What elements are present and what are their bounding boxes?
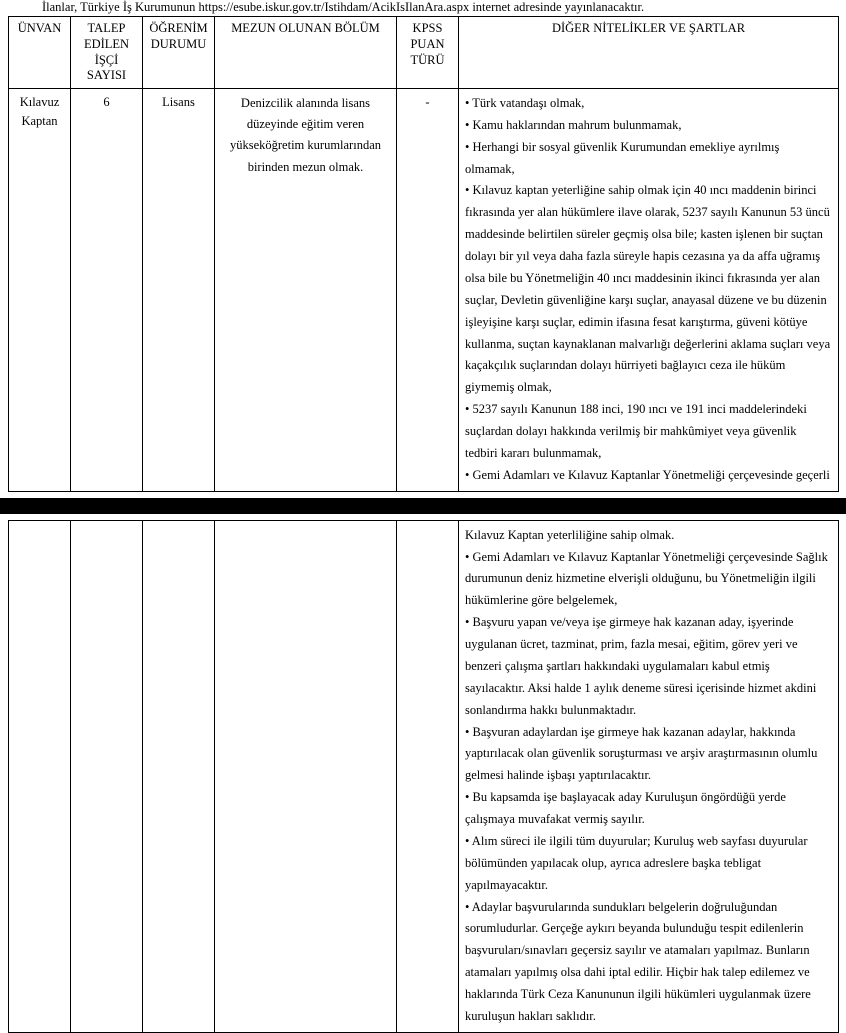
cell-talep-empty (71, 520, 143, 1032)
diger-item: • Başvuru yapan ve/veya işe girmeye hak kazanan aday, işyerinde uygulanan ücret, tazminat, prim, fazla mesai, eğitim, görev yeri ve benzeri çalışma şartları hakkındaki uygulamaları kabul etmiş sayılacaktır. Aksi halde 1 aylık deneme süresi içerisinde hizmet akdini sonlandırma hakkı bulunmaktadır. (465, 615, 817, 717)
column-header-mezun (215, 17, 397, 89)
requirements-table-continued (8, 520, 839, 1033)
requirements-table (8, 16, 839, 491)
diger-item: • Türk vatandaşı olmak, (465, 95, 585, 110)
column-header-talep-line2: EDİLEN (83, 37, 130, 51)
cell-unvan-empty (9, 520, 71, 1032)
column-header-talep-line3: İŞÇİ SAYISI (86, 52, 127, 83)
cell-mezun: Denizcilik alanında lisans düzeyinde eğitim veren yükseköğretim kurumlarından birinden mezun olmak. (215, 88, 397, 491)
column-header-ogrenim-line1: ÖĞRENİM (149, 21, 208, 36)
top-note-text: İlanlar, Türkiye İş Kurumunun https://esube.iskur.gov.tr/Istihdam/AcikIsIlanAra.aspx internet adresinde yayınlanacaktır. (42, 0, 645, 14)
column-header-unvan-label: ÜNVAN (17, 21, 62, 36)
table-body (9, 88, 839, 491)
column-header-kpss-line2: PUAN (410, 37, 445, 51)
cell-unvan-line1: Kılavuz (19, 94, 60, 109)
diger-item: Kılavuz Kaptan yeterliliğine sahip olmak. (465, 527, 675, 542)
diger-item: • Kılavuz kaptan yeterliğine sahip olmak için 40 ıncı maddenin birinci fıkrasında yer alan hükümlere ilave olarak, 5237 sayılı Kanunun 53 üncü maddesinde belirtilen süreler geçmiş olsa bile; kasten işlenen bir suçtan dolayı bir yıl veya daha fazla süreyle hapis cezasına ya da affa uğramış olsa bile bu Yönetmeliğin 40 ıncı maddesinin ikinci fıkrasında yer alan suçlar, Devletin güvenliğine karşı suçlar, anayasal düzene ve bu düzenin işleyişine karşı suçlar, edimin ifasına fesat karıştırma, güveni kötüye kullanma, suçtan kaynaklanan malvarlığı değerlerini aklama suçları veya kaçakçılık suçlarından dolayı hürriyeti bağlayıcı ceza ile hüküm giymemiş olmak, (465, 183, 831, 395)
column-header-kpss (397, 17, 459, 89)
column-header-talep-line1: TALEP (87, 21, 126, 36)
column-header-kpss-line1: KPSS (412, 21, 443, 36)
column-header-ogrenim-line2: DURUMU (150, 37, 207, 51)
diger-item: • Alım süreci ile ilgili tüm duyurular; Kuruluş web sayfası duyurular bölümünden yapılacak olup, ayrıca adreslere başka tebligat yapılmayacaktır. (465, 833, 808, 892)
diger-item: • Kamu haklarından mahrum bulunmamak, (465, 117, 682, 132)
diger-item: • Bu kapsamda işe başlayacak aday Kuruluşun öngördüğü yerde çalışmaya muvafakat vermiş sayılır. (465, 790, 786, 826)
column-header-kpss-line3: TÜRÜ (410, 52, 445, 67)
table-body-continued (9, 520, 839, 1032)
diger-item: • Gemi Adamları ve Kılavuz Kaptanlar Yönetmeliği çerçevesinde Sağlık durumunun deniz hizmetine elverişli olduğunu, bu Yönetmeliğin ilgili hükümlerine göre belgelemek, (465, 549, 828, 608)
cell-kpss-empty (397, 520, 459, 1032)
diger-item: • Başvuran adaylardan işe girmeye hak kazanan adaylar, hakkında yaptırılacak olan güvenlik soruşturması ve arşiv araştırmasının olumlu gelmesi halinde işbaşı yaptırılacaktır. (465, 724, 818, 783)
table-row (9, 520, 839, 1032)
diger-item: • Adaylar başvurularında sundukları belgelerin doğruluğundan sorumludurlar. Gerçeğe aykırı beyanda bulunduğu tespit edilenlerin başvuruları/sınavları geçersiz sayılır ve atamaları yapılmaz. Bunların atamaları yapılmış olsa dahi iptal edilir. Hiçbir hak talep edilemez ve haklarında Türk Ceza Kanununun ilgili hükümleri uygulanmak üzere kuruluşun hakları saklıdır. (465, 899, 811, 1023)
cell-diger (459, 88, 839, 491)
cell-mezun-empty (215, 520, 397, 1032)
column-header-ogrenim (143, 17, 215, 89)
table-header-row (9, 17, 839, 89)
page-break-band (0, 498, 846, 514)
cell-kpss: - (397, 88, 459, 491)
column-header-unvan (9, 17, 71, 89)
column-header-diger (459, 17, 839, 89)
table-row (9, 88, 839, 491)
column-header-diger-label: DİĞER NİTELİKLER VE ŞARTLAR (551, 21, 746, 36)
diger-item: • Gemi Adamları ve Kılavuz Kaptanlar Yönetmeliği çerçevesinde geçerli (465, 467, 830, 482)
table-header (9, 17, 839, 89)
diger-item: • 5237 sayılı Kanunun 188 inci, 190 ıncı ve 191 inci maddelerindeki suçlardan dolayı hakkında verilmiş bir mahkûmiyet veya güvenlik tedbiri kararı bulunmamak, (465, 402, 807, 460)
cell-ogrenim-empty (143, 520, 215, 1032)
cell-talep: 6 (71, 88, 143, 491)
cell-ogrenim: Lisans (143, 88, 215, 491)
cell-unvan-line2: Kaptan (21, 113, 58, 128)
column-header-talep (71, 17, 143, 89)
column-header-mezun-label: MEZUN OLUNAN BÖLÜM (231, 21, 380, 36)
cell-diger-continued (459, 520, 839, 1032)
cell-unvan (9, 88, 71, 491)
diger-item: • Herhangi bir sosyal güvenlik Kurumundan emekliye ayrılmış olmamak, (465, 139, 780, 176)
